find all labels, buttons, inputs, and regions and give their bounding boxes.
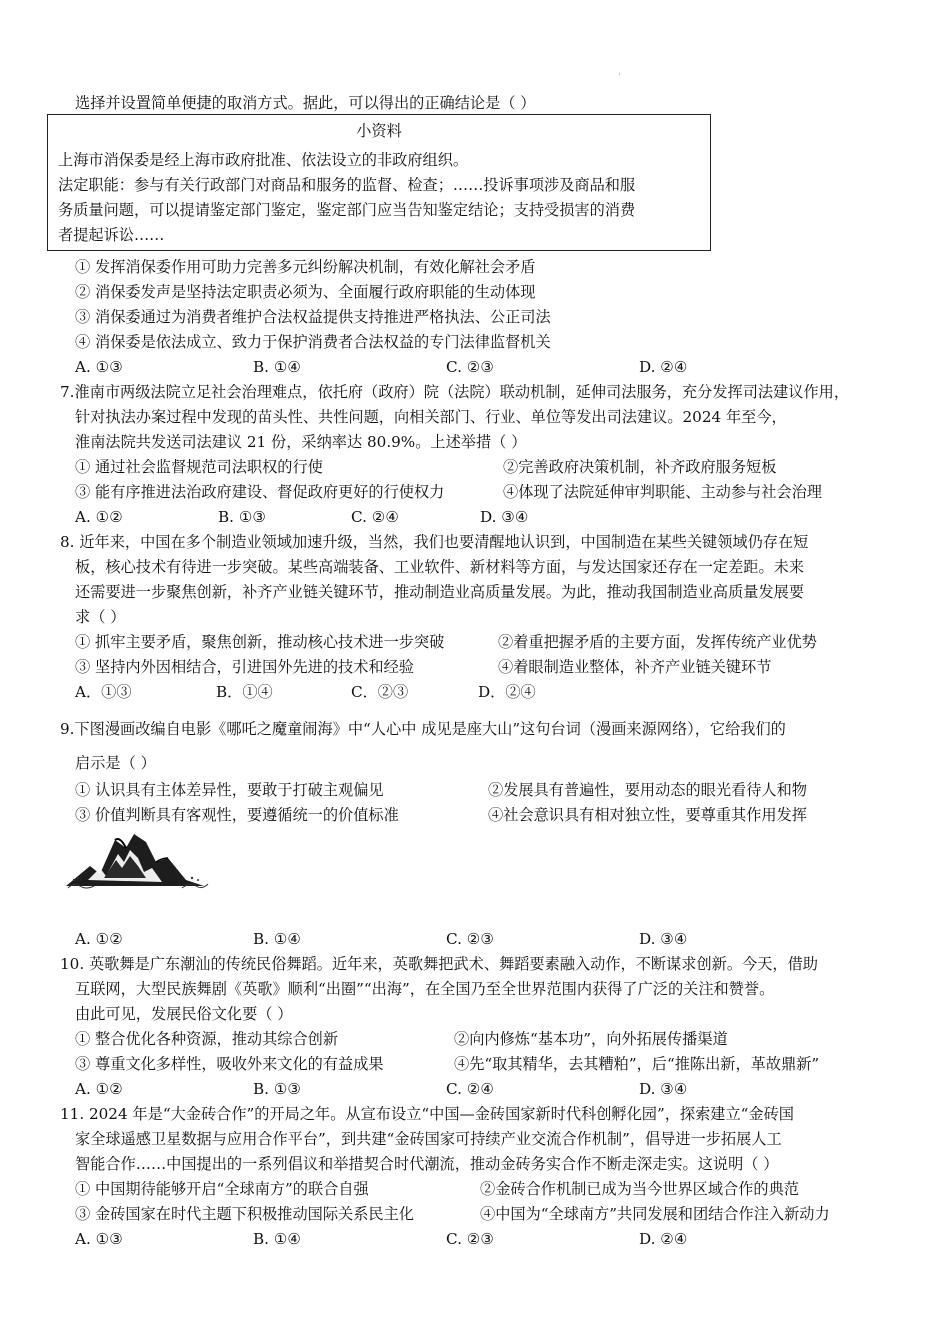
q11-choice-d: D. ②④ bbox=[639, 1230, 688, 1248]
q7-choice-d: D. ③④ bbox=[480, 508, 529, 526]
q11-stem-line-2: 家全球遥感卫星数据与应用合作平台”，到共建“金砖国家可持续产业交流合作机制”，倡导进一步拓展人工 bbox=[75, 1130, 782, 1148]
q8-choice-a: A．①③ bbox=[75, 683, 132, 701]
q10-choice-c: C. ②④ bbox=[446, 1080, 494, 1098]
q10-stem-line-1: 10. 英歌舞是广东潮汕的传统民俗舞蹈。近年来，英歌舞把武术、舞蹈要素融入动作，不断谋求创新。今天，借助 bbox=[60, 955, 818, 973]
q11-option-3: ③ 金砖国家在时代主题下积极推动国际关系民主化 bbox=[75, 1205, 414, 1223]
q10-option-1: ① 整合优化各种资源，推动其综合创新 bbox=[75, 1030, 339, 1048]
q9-choice-b: B. ①④ bbox=[253, 930, 302, 948]
q11-stem-line-1: 11. 2024 年是“大金砖合作”的开局之年。从宣布设立“中国—金砖国家新时代科创孵化园”，探索建立“金砖国 bbox=[60, 1105, 794, 1123]
q6-option-2: ② 消保委发声是坚持法定职责必须为、全面履行政府职能的生动体现 bbox=[75, 283, 536, 301]
q10-stem-line-2: 互联网，大型民族舞剧《英歌》顺利“出圈”“出海”，在全国乃至全世界范围内获得了广泛的关注和赞誉。 bbox=[75, 980, 775, 998]
q11-choice-a: A. ①③ bbox=[75, 1230, 123, 1248]
q10-stem-line-3: 由此可见，发展民俗文化要（ ） bbox=[75, 1005, 293, 1023]
reference-line-2: 法定职能：参与有关行政部门对商品和服务的监督、检查；……投诉事项涉及商品和服 bbox=[58, 176, 636, 194]
reference-box-title: 小资料 bbox=[356, 122, 402, 140]
q10-option-4: ④先“取其精华，去其糟粕”，后“推陈出新，革故鼎新” bbox=[454, 1055, 820, 1073]
q8-stem-line-1: 8. 近年来，中国在多个制造业领域加速升级，当然，我们也要清醒地认识到，中国制造在某些关键领域仍存在短 bbox=[60, 533, 809, 551]
q6-stem-tail: 选择并设置简单便捷的取消方式。据此，可以得出的正确结论是（ ） bbox=[75, 94, 536, 112]
reference-line-3: 务质量问题，可以提请鉴定部门鉴定，鉴定部门应当告知鉴定结论；支持受损害的消费 bbox=[58, 201, 636, 219]
q7-choice-b: B. ①③ bbox=[218, 508, 267, 526]
q6-choice-b: B. ①④ bbox=[253, 358, 302, 376]
q7-choice-a: A. ①② bbox=[75, 508, 123, 526]
q7-choice-c: C. ②④ bbox=[351, 508, 399, 526]
q6-option-1: ① 发挥消保委作用可助力完善多元纠纷解决机制，有效化解社会矛盾 bbox=[75, 258, 536, 276]
q6-choice-a: A. ①③ bbox=[75, 358, 123, 376]
q11-option-4: ④中国为“全球南方”共同发展和团结合作注入新动力 bbox=[480, 1205, 830, 1223]
q8-option-3: ③ 坚持内外因相结合，引进国外先进的技术和经验 bbox=[75, 658, 414, 676]
q11-choice-c: C. ②③ bbox=[446, 1230, 494, 1248]
q11-choice-b: B. ①④ bbox=[253, 1230, 302, 1248]
q7-option-1: ① 通过社会监督规范司法职权的行使 bbox=[75, 458, 323, 476]
q10-choice-a: A. ①② bbox=[75, 1080, 123, 1098]
q8-stem-line-2: 板，核心技术有待进一步突破。某些高端装备、工业软件、新材料等方面，与发达国家还存在一定差距。未来 bbox=[75, 558, 804, 576]
q6-option-3: ③ 消保委通过为消费者维护合法权益提供支持推进严格执法、公正司法 bbox=[75, 308, 551, 326]
reference-box bbox=[47, 114, 711, 251]
q9-choice-a: A. ①② bbox=[75, 930, 123, 948]
q8-stem-line-4: 求（ ） bbox=[75, 608, 126, 626]
q7-stem-line-3: 淮南法院共发送司法建议 21 份，采纳率达 80.9%。上述举措（ ） bbox=[75, 433, 527, 451]
q10-choice-d: D. ③④ bbox=[639, 1080, 688, 1098]
q9-stem-line-2: 启示是（ ） bbox=[75, 754, 156, 772]
q7-stem-line-1: 7.淮南市两级法院立足社会治理难点，依托府（政府）院（法院）联动机制，延伸司法服务，充分发挥司法建议作用， bbox=[60, 383, 850, 401]
q8-choice-c: C．②③ bbox=[351, 683, 409, 701]
q9-choice-c: C. ②③ bbox=[446, 930, 494, 948]
q9-choice-d: D. ③④ bbox=[639, 930, 688, 948]
q8-option-1: ① 抓牢主要矛盾，聚焦创新，推动核心技术进一步突破 bbox=[75, 633, 445, 651]
q8-choice-d: D．②④ bbox=[478, 683, 536, 701]
q8-option-4: ④着眼制造业整体，补齐产业链关键环节 bbox=[498, 658, 772, 676]
reference-line-4: 者提起诉讼…… bbox=[58, 226, 165, 244]
q8-option-2: ②着重把握矛盾的主要方面，发挥传统产业优势 bbox=[498, 633, 817, 651]
q10-option-2: ②向内修炼“基本功”，向外拓展传播渠道 bbox=[454, 1030, 728, 1048]
q11-option-1: ① 中国期待能够开启“全球南方”的联合自强 bbox=[75, 1180, 369, 1198]
q10-choice-b: B. ①③ bbox=[253, 1080, 302, 1098]
mountain-cartoon-image bbox=[60, 828, 210, 898]
q8-stem-line-3: 还需要进一步聚焦创新，补齐产业链关键环节，推动制造业高质量发展。为此，推动我国制造业高质量发展要 bbox=[75, 583, 804, 601]
q6-choice-c: C. ②③ bbox=[446, 358, 494, 376]
stray-mark: · bbox=[618, 70, 621, 80]
q6-option-4: ④ 消保委是依法成立、致力于保护消费者合法权益的专门法律监督机关 bbox=[75, 333, 551, 351]
q7-option-3: ③ 能有序推进法治政府建设、督促政府更好的行使权力 bbox=[75, 483, 445, 501]
q9-option-2: ②发展具有普遍性，要用动态的眼光看待人和物 bbox=[488, 781, 807, 799]
q9-stem-line-1: 9.下图漫画改编自电影《哪吒之魔童闹海》中“人心中 成见是座大山”这句台词（漫画来源网络），它给我们的 bbox=[60, 720, 786, 738]
q8-choice-b: B．①④ bbox=[216, 683, 273, 701]
q9-option-1: ① 认识具有主体差异性，要敢于打破主观偏见 bbox=[75, 781, 384, 799]
q10-option-3: ③ 尊重文化多样性，吸收外来文化的有益成果 bbox=[75, 1055, 384, 1073]
q7-stem-line-2: 针对执法办案过程中发现的苗头性、共性问题，向相关部门、行业、单位等发出司法建议。2024 年至今， bbox=[75, 408, 787, 426]
q9-option-3: ③ 价值判断具有客观性，要遵循统一的价值标准 bbox=[75, 806, 399, 824]
q7-option-2: ②完善政府决策机制，补齐政府服务短板 bbox=[503, 458, 777, 476]
q6-choice-d: D. ②④ bbox=[639, 358, 688, 376]
reference-line-1: 上海市消保委是经上海市政府批准、依法设立的非政府组织。 bbox=[58, 151, 469, 169]
q11-option-2: ②金砖合作机制已成为当今世界区域合作的典范 bbox=[480, 1180, 799, 1198]
q11-stem-line-3: 智能合作……中国提出的一系列倡议和举措契合时代潮流，推动金砖务实合作不断走深走实。这说明（ ） bbox=[75, 1155, 779, 1173]
q7-option-4: ④体现了法院延伸审判职能、主动参与社会治理 bbox=[503, 483, 822, 501]
q9-option-4: ④社会意识具有相对独立性，要尊重其作用发挥 bbox=[488, 806, 807, 824]
